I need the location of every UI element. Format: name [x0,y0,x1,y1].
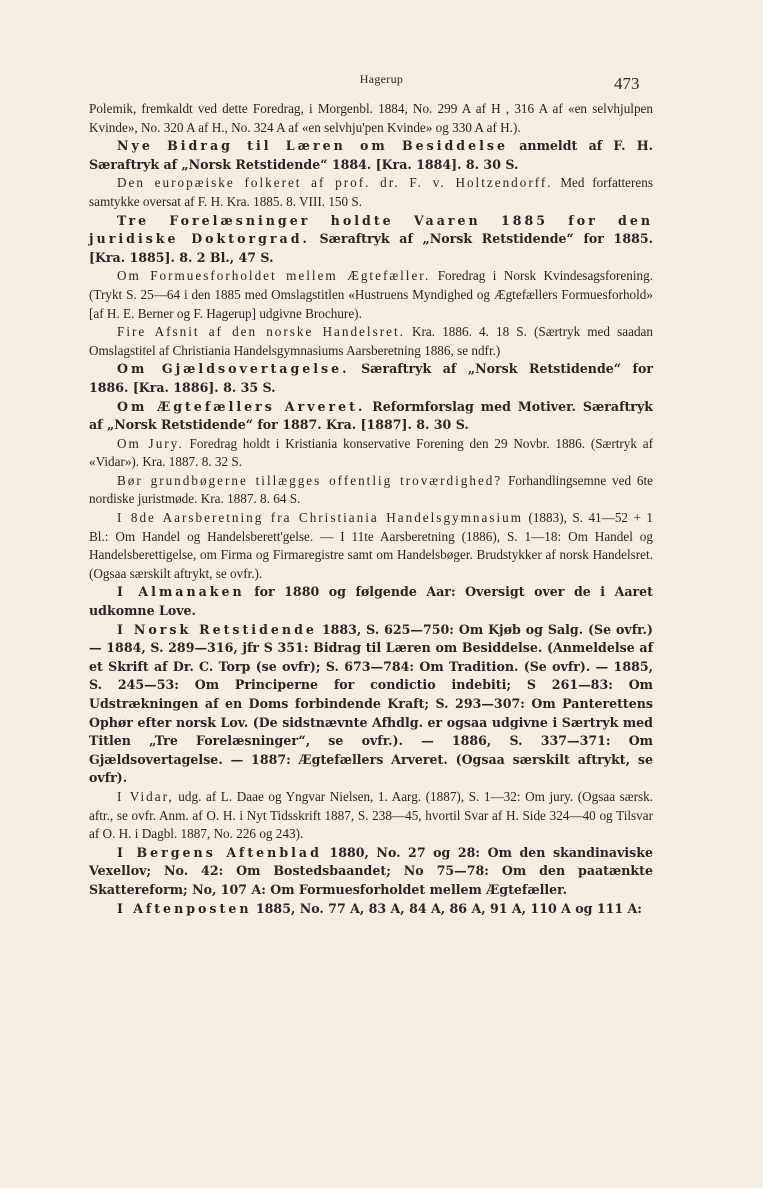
entry-aftenposten: I Aftenposten 1885, No. 77 A, 83 A, 84 A, 86 A, 91 A, 110 A og 111 A: [117,900,642,916]
entry-lead: I Almanaken [117,584,245,600]
entry-lead: Bør grundbøgerne tillægges offentlig troværdighed? [117,472,503,488]
entry-arveret: Om Ægtefællers Arveret. Reformforslag med Motiver. Særaftryk af „Norsk Retstidende“ for 1887. Kra. [1887]. 8. 30 S. [89,398,653,433]
entry-gjaeldsovertagelse: Om Gjældsovertagelse. Særaftryk af „Norsk Retstidende“ for 1886. [Kra. 1886]. 8. 35 S. [89,361,653,395]
entry-lead: I Norsk Retstidende [117,621,317,637]
entry-nye-bidrag: Nye Bidrag til Læren om Besiddelse anmeldt af F. H. Særaftryk af „Norsk Retstidende“ 1884. [Kra. 1884]. 8. 30 S. [89,138,653,172]
entry-lead: I Vidar, [117,788,174,804]
entry-lead: Om Ægtefællers Arveret. [117,398,366,414]
entry-folkeret: Den europæiske folkeret af prof. dr. F. v. Holtzendorff. Med forfatterens samtykke oversat af F. H. Kra. 1885. 8. VIII. 150 S. [89,175,653,209]
entry-norsk-retstidende: I Norsk Retstidende 1883, S. 625—750: Om Kjøb og Salg. (Se ovfr.) — 1884, S. 289—316, jfr S 351: Bidrag til Læren om Besiddelse. (Anmeldelse af et Skrift af Dr. C. Torp (se ovfr); S. 673—784: Om Tradition. (Se ovfr). — 1885, S. 245—53: Om Principerne for condictio indebiti; S 261—83: Om Udstrækningen af en Doms forbindende Kraft; S. 293—307: Om Panterettens Ophør efter norsk Lov. (De sidstnævnte Afhdlg. er ogsaa udgivne i Særtryk med Titlen „Tre Forelæsninger“, se ovfr.). — 1886, S. 337—371: Om Gjældsovertagelse. — 1887: Ægtefællers Arveret. (Ogsaa særskilt aftrykt, se ovfr). [89,621,653,786]
entry-lead: Om Formuesforholdet mellem Ægtefæller. [117,268,431,284]
entry-bergens-aftenblad: I Bergens Aftenblad 1880, No. 27 og 28: Om den skandinaviske Vexellov; No. 42: Om Bostedsbaandet; No 75—78: Om den paatænkte Skattereform; No, 107 A: Om Formuesforholdet mellem Ægtefæller. [89,844,653,897]
entry-fire-afsnit: Fire Afsnit af den norske Handelsret. Kra. 1886. 4. 18 S. (Særtryk med saadan Omslagstitel af Christiania Handelsgymnasiums Aarsberetning 1886, se ndfr.) [89,324,653,358]
entry-lead: Tre Forelæsninger holdte Vaaren 1885 for den juridiske Doktorgrad. [89,212,653,247]
entry-lead: I 8de Aarsberetning fra Christiania Handelsgymnasium [117,510,523,526]
entry-lead: Nye Bidrag til Læren om Besiddelse [117,138,509,154]
page-number: 473 [614,74,640,93]
entry-om-jury: Om Jury. Foredrag holdt i Kristiania konservative Forening den 29 Novbr. 1886. (Særtryk af «Vidar»). Kra. 1887. 8. 32 S. [89,435,653,470]
entry-lead: I Aftenposten [117,900,252,916]
entry-tre-forelaesninger: Tre Forelæsninger holdte Vaaren 1885 for den juridiske Doktorgrad. Særaftryk af „Norsk Retstidende“ for 1885. [Kra. 1885]. 8. 2 Bl., 47 S. [89,212,653,265]
bibliography-text [89,100,653,918]
entry-lead: I Bergens Aftenblad [117,844,322,860]
entry-almanaken: I Almanaken for 1880 og følgende Aar: Oversigt over de i Aaret udkomne Love. [89,584,653,619]
entry-lead: Om Gjældsovertagelse. [117,361,350,377]
entry-grundboegerne: Bør grundbøgerne tillægges offentlig troværdighed? Forhandlingsemne ved 6te nordiske juristmøde. Kra. 1887. 8. 64 S. [89,472,653,507]
entry-vidar: I Vidar, udg. af L. Daae og Yngvar Nielsen, 1. Aarg. (1887), S. 1—32: Om jury. (Ogsaa særsk. aftr., se ovfr. Anm. af O. H. i Nyt Tidsskrift 1887, S. 238—45, hvortil Svar af H. Side 324—40 og Tilsvar af O. H. i Dagbl. 1887, No. 226 og 243). [89,788,653,842]
entry-aarsberetning: I 8de Aarsberetning fra Christiania Handelsgymnasium (1883), S. 41—52 + 1 Bl.: Om Handel og Handelsberett'gelse. — I 11te Aarsberetning (1886), S. 1—18: Om Handel og Handelsberettigelse, om Firma og Firmaregistre samt om Handelsbøger. Brudstykker af norsk Handelsret. (Ogsaa særskilt aftrykt, se ovfr.). [89,510,653,581]
entry-polemik: Polemik, fremkaldt ved dette Foredrag, i Morgenbl. 1884, No. 299 A af H , 316 A af «en selvhjulpen Kvinde», No. 320 A af H., No. 324 A af «en selvhju'pen Kvinde» og 330 A af H.). [89,101,653,135]
running-header: Hagerup [359,72,404,86]
entry-lead: Om Jury. [117,435,184,451]
entry-formuesforholdet: Om Formuesforholdet mellem Ægtefæller. Foredrag i Norsk Kvindesagsforening. (Trykt S. 25—64 i den 1885 med Omslagstitlen «Hustruens Myndighed og Ægtefællers Formuesforhold» [af H. E. Berner og F. Hagerup] udgivne Brochure). [89,268,653,321]
entry-lead: Den europæiske folkeret af prof. dr. F. v. Holtzendorff. [117,175,553,191]
entry-lead: Fire Afsnit af den norske Handelsret. [117,324,405,340]
